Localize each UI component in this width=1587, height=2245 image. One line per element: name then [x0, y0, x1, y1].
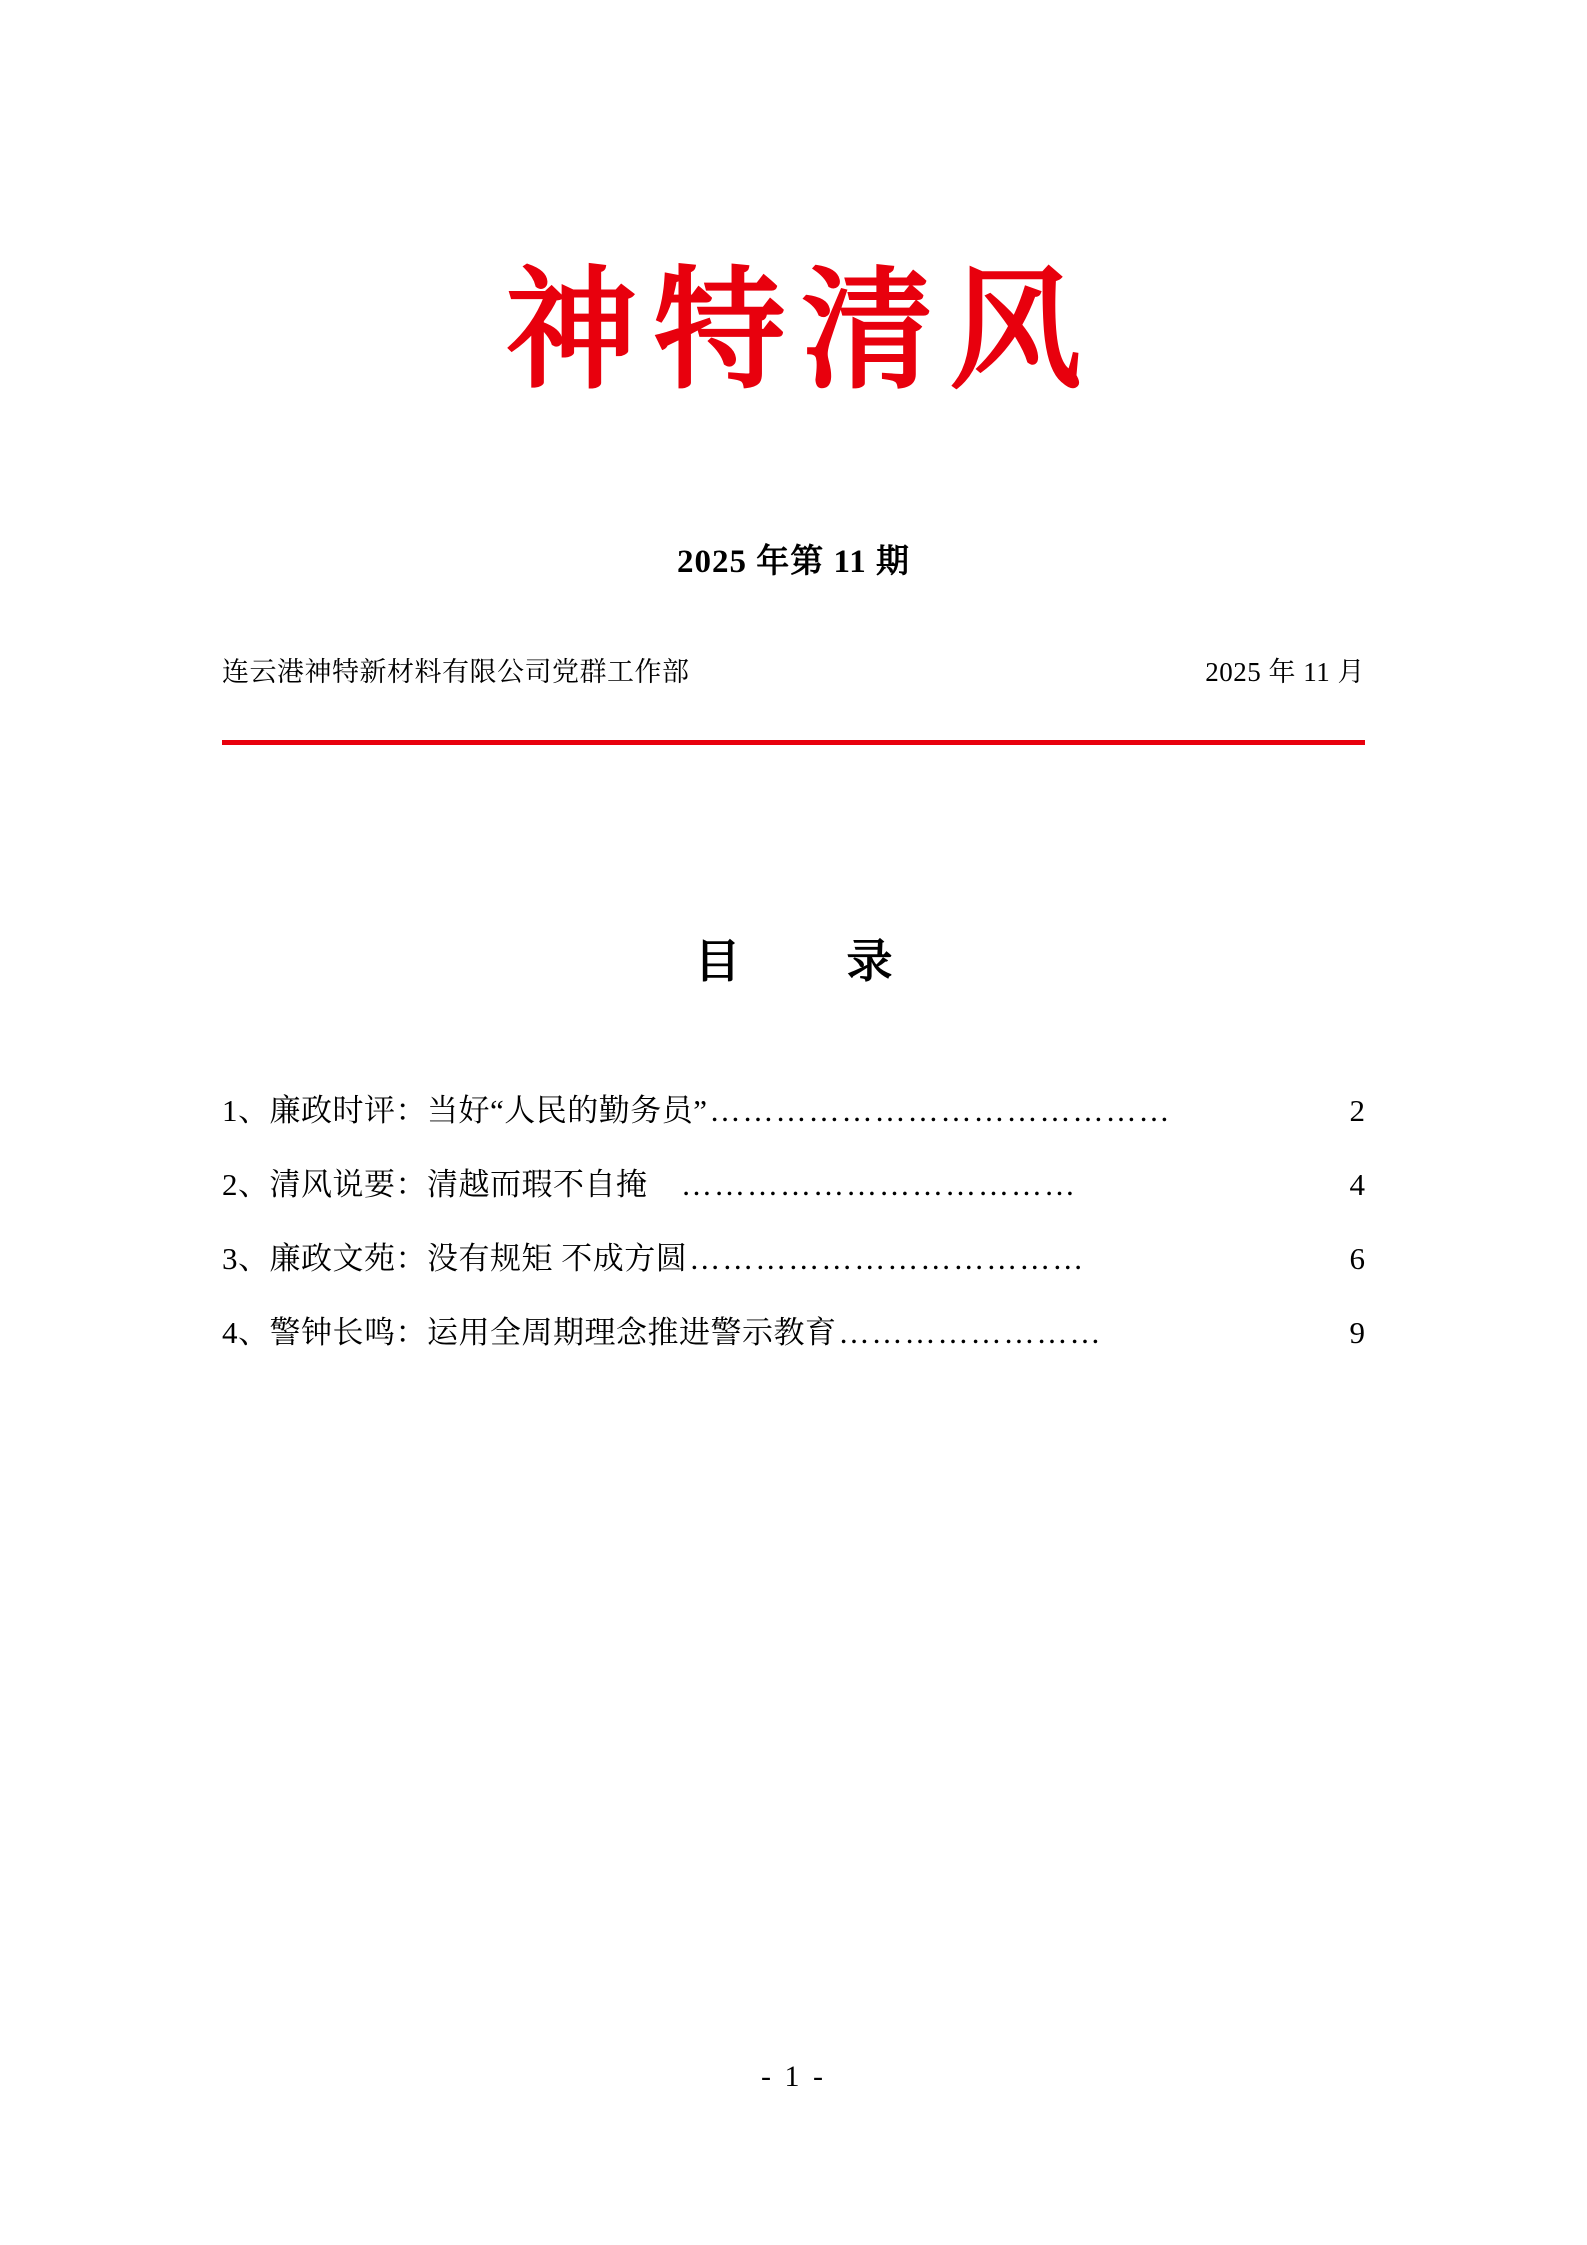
toc-leader-dots: ……………………………………	[709, 1095, 1172, 1126]
toc-item[interactable]	[222, 1317, 1365, 1348]
toc-leader-dots: ……………………	[838, 1317, 1103, 1348]
page-number: - 1 -	[761, 2060, 826, 2093]
toc-item-label: 1、廉政时评：当好“人民的勤务员”	[222, 1093, 708, 1128]
masthead-title: 神特清风	[505, 253, 1098, 408]
toc-item-label: 2、清风说要：清越而瑕不自掩	[222, 1167, 679, 1202]
toc-item[interactable]	[222, 1243, 1365, 1274]
toc-leader-dots: ………………………………	[681, 1169, 1077, 1200]
toc-item[interactable]	[222, 1095, 1365, 1126]
toc-heading: 目 录	[694, 934, 923, 988]
toc-item-page: 9	[1349, 1315, 1365, 1350]
toc-item-page: 2	[1349, 1093, 1365, 1128]
toc-item-label: 3、廉政文苑：没有规矩 不成方圆	[222, 1241, 688, 1276]
accent-divider	[222, 740, 1365, 745]
toc-item-page: 6	[1349, 1241, 1365, 1276]
publication-date: 2025 年 11 月	[1205, 657, 1365, 687]
table-of-contents	[222, 1095, 1365, 1391]
imprint-row	[222, 650, 1365, 689]
toc-item-page: 4	[1349, 1167, 1365, 1202]
toc-leader-dots: ………………………………	[689, 1243, 1086, 1274]
toc-item-label: 4、警钟长鸣：运用全周期理念推进警示教育	[222, 1315, 837, 1350]
issue-number: 2025 年第 11 期	[677, 544, 910, 580]
toc-item[interactable]	[222, 1169, 1365, 1200]
publisher-name: 连云港神特新材料有限公司党群工作部	[222, 657, 690, 687]
